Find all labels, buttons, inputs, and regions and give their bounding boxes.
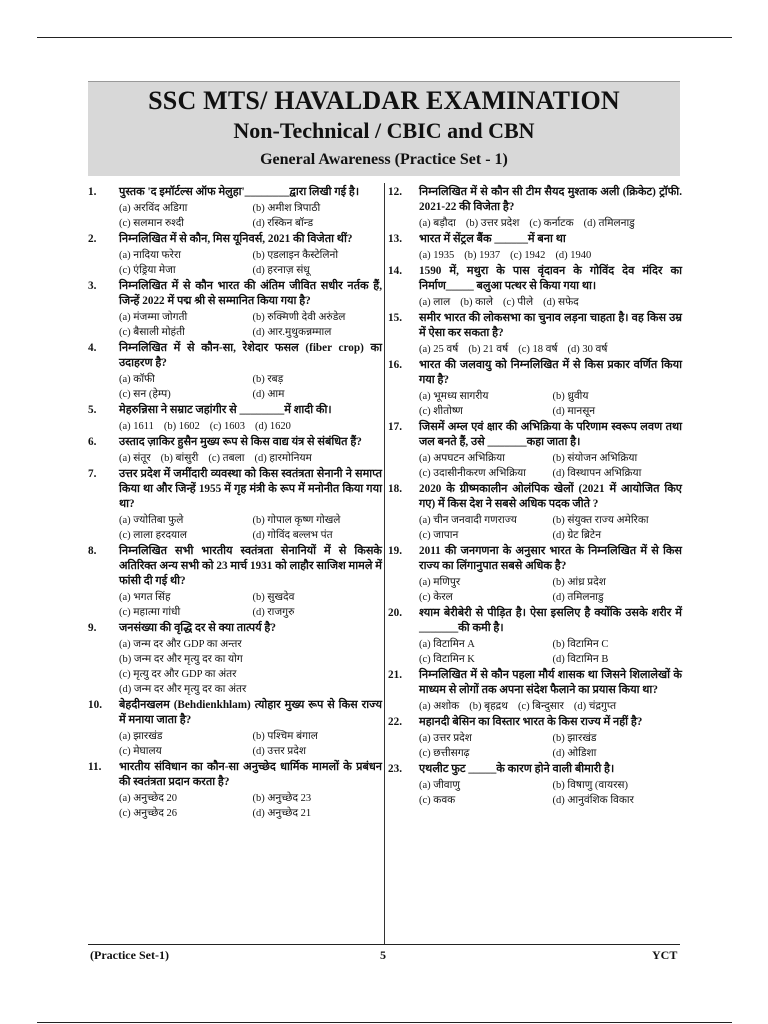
answer-option: (b) ध्रुवीय: [552, 391, 589, 402]
answer-option: (c) 1603: [209, 421, 246, 432]
answer-option: (b) उत्तर प्रदेश: [465, 218, 520, 229]
left-question-column: [88, 185, 382, 822]
question-number: 14.: [388, 265, 402, 277]
answer-option: (d) सफेद: [543, 297, 579, 308]
answer-option: (c) बैसाली मोहंती: [119, 327, 185, 338]
question-item: [388, 420, 682, 481]
answer-option: (c) मेघालय: [119, 746, 162, 757]
question-item: [88, 544, 382, 620]
bottom-rule: [37, 1022, 732, 1023]
answer-option: (a) अनुच्छेद 20: [119, 793, 178, 804]
answer-options: [119, 310, 382, 340]
answer-option: (b) अमीश त्रिपाठी: [252, 203, 321, 214]
question-item: [88, 760, 382, 821]
question-text: जनसंख्या की वृद्धि दर से क्या तात्पर्य है?: [119, 622, 276, 634]
answer-option: (c) बिन्दुसार: [517, 701, 564, 712]
answer-option: (a) 25 वर्ष: [419, 344, 459, 355]
answer-option: (d) आनुवंशिक विकार: [552, 795, 634, 806]
question-text: श्याम बेरीबेरी से पीड़ित है। ऐसा इसलिए है क्योंकि उसके शरीर में _______की कमी है।: [419, 607, 682, 634]
answer-option: (d) गोविंद बल्लभ पंत: [252, 530, 333, 541]
answer-options: [419, 778, 682, 808]
question-number: 19.: [388, 545, 402, 557]
answer-option: (b) संयोजन अभिक्रिया: [552, 453, 638, 464]
answer-option: (a) बड़ौदा: [419, 218, 456, 229]
answer-option: (b) रुक्मिणी देवी अरुंडेल: [252, 312, 346, 323]
question-number: 12.: [388, 186, 402, 198]
answer-option: (a) लाल: [419, 297, 451, 308]
answer-option: (d) 30 वर्ष: [567, 344, 608, 355]
answer-options: [119, 729, 382, 759]
question-number: 18.: [388, 483, 402, 495]
answer-option: (a) अशोक: [419, 701, 460, 712]
answer-option: (d) जन्म दर और मृत्यु दर का अंतर: [119, 684, 247, 695]
question-text: 2020 के ग्रीष्मकालीन ओलंपिक खेलों (2021 में आयोजित किए गए) में किस देश ने सबसे अधिक पदक जीते ?: [419, 483, 682, 510]
question-number: 1.: [88, 186, 97, 198]
answer-option: (a) जन्म दर और GDP का अन्तर: [119, 639, 242, 650]
answer-option: (b) एडलाइन कैस्टेलिनो: [252, 250, 339, 261]
answer-options: [419, 451, 682, 481]
footer-rule: [88, 944, 680, 945]
answer-option: (b) सुखदेव: [252, 592, 295, 603]
answer-option: (a) मणिपुर: [419, 577, 461, 588]
question-number: 16.: [388, 359, 402, 371]
question-number: 4.: [88, 342, 97, 354]
answer-options: [419, 295, 682, 310]
answer-option: (d) ग्रेट ब्रिटेन: [552, 530, 602, 541]
page-number: 5: [380, 948, 386, 962]
answer-option: (d) 1620: [255, 421, 291, 432]
answer-option: (b) आंध्र प्रदेश: [552, 577, 606, 588]
question-number: 20.: [388, 607, 402, 619]
question-item: [388, 264, 682, 310]
question-text: बेहदीनखलम (Behdienkhlam) त्योहार मुख्य रूप से किस राज्य में मनाया जाता है?: [119, 699, 382, 726]
question-text: निम्नलिखित में से कौन पहला मौर्य शासक था जिसने शिलालेखों के माध्यम से लोगों तक अपना संदेश फैलाने का प्रयास किया था?: [419, 669, 682, 696]
answer-option: (b) 1937: [464, 250, 501, 261]
question-text: मेहरुन्निसा ने सम्राट जहांगीर से ________में शादी की।: [119, 404, 332, 416]
answer-option: (d) 1940: [555, 250, 592, 261]
question-text: भारत में सेंट्रल बैंक ______में बना था: [419, 233, 566, 245]
answer-option: (d) रस्किन बॉन्ड: [252, 218, 314, 229]
answer-options: [119, 513, 382, 543]
answer-option: (c) सलमान रुश्दी: [119, 218, 184, 229]
answer-option: (c) जापान: [419, 530, 459, 541]
answer-option: (c) महात्मा गांधी: [119, 607, 181, 618]
answer-options: [119, 419, 382, 434]
answer-option: (b) विषाणु (वायरस): [552, 780, 628, 791]
question-item: [388, 715, 682, 761]
question-text: उस्ताद ज़ाकिर हुसैन मुख्य रूप से किस वाद्य यंत्र से संबंधित हैं?: [119, 436, 362, 448]
answer-option: (d) अनुच्छेद 21: [252, 808, 312, 819]
answer-options: [119, 791, 382, 821]
answer-option: (d) विटामिन B: [552, 654, 609, 665]
answer-options: [119, 590, 382, 620]
answer-option: (a) झारखंड: [119, 731, 163, 742]
question-number: 3.: [88, 280, 97, 292]
answer-option: (d) मानसून: [552, 406, 596, 417]
question-text: भारतीय संविधान का कौन-सा अनुच्छेद धार्मिक मामलों के प्रबंधन की स्वतंत्रता प्रदान करता है?: [119, 761, 382, 788]
answer-option: (d) आम: [252, 389, 285, 400]
answer-option: (b) अनुच्छेद 23: [252, 793, 312, 804]
answer-option: (c) शीतोष्ण: [419, 406, 463, 417]
footer-publisher: YCT: [652, 948, 678, 962]
answer-option: (c) कर्नाटक: [529, 218, 574, 229]
question-item: [88, 232, 382, 278]
answer-option: (a) संतूर: [119, 453, 151, 464]
question-number: 23.: [388, 763, 402, 775]
answer-option: (a) 1935: [419, 250, 455, 261]
question-text: जिसमें अम्ल एवं क्षार की अभिक्रिया के परिणाम स्वरूप लवण तथा जल बनते हैं, उसे _______कहा जाता है।: [419, 421, 682, 448]
question-item: [388, 358, 682, 419]
question-item: [88, 403, 382, 434]
question-number: 22.: [388, 716, 402, 728]
answer-option: (a) कॉफी: [119, 374, 155, 385]
answer-options: [419, 216, 682, 231]
answer-option: (b) झारखंड: [552, 733, 597, 744]
answer-option: (a) चीन जनवादी गणराज्य: [419, 515, 517, 526]
answer-option: (c) तबला: [208, 453, 245, 464]
exam-subtitle: Non-Technical / CBIC and CBN: [233, 118, 535, 143]
header-banner: [88, 81, 680, 176]
answer-options: [119, 248, 382, 278]
answer-option: (a) जीवाणु: [419, 780, 460, 791]
question-text: 1590 में, मथुरा के पास वृंदावन के गोविंद देव मंदिर का निर्माण_____ बलुआ पत्थर से किया गया था।: [419, 265, 682, 292]
answer-option: (b) 21 वर्ष: [468, 344, 509, 355]
question-item: [88, 467, 382, 543]
answer-options: [419, 513, 682, 543]
answer-option: (b) गोपाल कृष्ण गोखले: [252, 515, 341, 526]
question-item: [388, 232, 682, 263]
question-item: [388, 762, 682, 808]
answer-option: (a) नादिया फरेरा: [119, 250, 181, 261]
answer-option: (c) एंड्रिया मेजा: [119, 265, 176, 276]
question-item: [388, 668, 682, 714]
answer-options: [119, 451, 382, 466]
question-item: [88, 621, 382, 697]
answer-options: [419, 575, 682, 605]
question-number: 13.: [388, 233, 402, 245]
answer-options: [419, 248, 682, 263]
answer-option: (a) भगत सिंह: [119, 592, 171, 603]
answer-option: (d) तमिलनाडु: [583, 218, 635, 229]
footer-practice-set: (Practice Set-1): [90, 948, 169, 962]
question-number: 6.: [88, 436, 97, 448]
answer-option: (b) 1602: [163, 421, 200, 432]
question-text: पुस्तक 'द इमॉर्टल्स ऑफ मेलुहा'________द्वारा लिखी गई है।: [119, 186, 360, 198]
answer-option: (d) ओडिशा: [552, 748, 597, 759]
answer-options: [419, 699, 682, 714]
question-item: [388, 544, 682, 605]
question-text: निम्नलिखित में से कौन-सा, रेशेदार फसल (fiber crop) का उदाहरण है?: [119, 342, 382, 369]
question-item: [388, 606, 682, 667]
question-item: [88, 698, 382, 759]
question-number: 5.: [88, 404, 97, 416]
answer-option: (b) बृहद्रथ: [469, 701, 508, 712]
answer-option: (b) बांसुरी: [160, 453, 199, 464]
answer-option: (d) उत्तर प्रदेश: [252, 746, 306, 757]
question-text: 2011 की जनगणना के अनुसार भारत के निम्नलिखित में से किस राज्य का लिंगानुपात सबसे अधिक है?: [419, 545, 682, 572]
answer-options: [419, 731, 682, 761]
answer-option: (b) काले: [460, 297, 494, 308]
answer-option: (c) पीले: [503, 297, 534, 308]
answer-options: [419, 389, 682, 419]
column-divider: [384, 183, 385, 945]
question-number: 10.: [88, 699, 102, 711]
answer-option: (a) अरविंद अडिगा: [119, 203, 188, 214]
question-item: [88, 435, 382, 466]
answer-option: (a) विटामिन A: [419, 639, 475, 650]
answer-option: (a) उत्तर प्रदेश: [419, 733, 472, 744]
answer-option: (b) विटामिन C: [552, 639, 609, 650]
answer-option: (b) जन्म दर और मृत्यु दर का योग: [119, 654, 243, 665]
question-item: [388, 185, 682, 231]
right-question-column: [388, 185, 682, 809]
question-number: 15.: [388, 312, 402, 324]
answer-option: (a) ज्योतिबा फुले: [119, 515, 184, 526]
question-item: [388, 311, 682, 357]
answer-option: (a) 1611: [119, 421, 154, 432]
answer-option: (a) भूमध्य सागरीय: [419, 391, 489, 402]
answer-option: (c) छत्तीसगढ़: [419, 748, 470, 759]
answer-options: [419, 637, 682, 667]
exam-title: SSC MTS/ HAVALDAR EXAMINATION: [148, 86, 620, 115]
question-number: 11.: [88, 761, 102, 773]
answer-option: (d) चंद्रगुप्त: [573, 701, 617, 712]
answer-option: (a) मंजम्मा जोगती: [119, 312, 188, 323]
answer-option: (c) 18 वर्ष: [518, 344, 558, 355]
answer-option: (c) कवक: [419, 795, 456, 806]
question-text: समीर भारत की लोकसभा का चुनाव लड़ना चाहता है। वह किस उम्र में ऐसा कर सकता है?: [419, 312, 682, 339]
question-text: एथलीट फुट _____के कारण होने वाली बीमारी है।: [419, 763, 615, 775]
question-number: 8.: [88, 545, 97, 557]
answer-option: (d) हरनाज़ संधू: [252, 265, 310, 276]
answer-option: (c) मृत्यु दर और GDP का अंतर: [119, 669, 237, 680]
answer-option: (c) विटामिन K: [419, 654, 475, 665]
question-number: 9.: [88, 622, 97, 634]
answer-option: (d) हारमोनियम: [254, 453, 312, 464]
question-number: 17.: [388, 421, 402, 433]
answer-option: (c) केरल: [419, 592, 453, 603]
answer-option: (b) रबड़: [252, 374, 284, 385]
question-number: 7.: [88, 468, 97, 480]
question-text: निम्नलिखित में से कौन, मिस यूनिवर्स, 2021 की विजेता थीं?: [119, 233, 353, 245]
question-number: 2.: [88, 233, 97, 245]
question-text: निम्नलिखित में से कौन भारत की अंतिम जीवित सधीर नर्तक हैं, जिन्हें 2022 में पद्म श्री से सम्मानित किया गया है?: [119, 280, 382, 307]
answer-option: (b) संयुक्त राज्य अमेरिका: [552, 515, 649, 526]
answer-option: (a) अपघटन अभिक्रिया: [419, 453, 505, 464]
answer-option: (c) लाला हरदयाल: [119, 530, 187, 541]
answer-option: (c) उदासीनीकरण अभिक्रिया: [419, 468, 526, 479]
question-item: [88, 341, 382, 402]
question-text: निम्नलिखित में से कौन सी टीम सैयद मुश्ताक अली (क्रिकेट) ट्रॉफी. 2021-22 की विजेता है?: [419, 186, 682, 213]
question-number: 21.: [388, 669, 402, 681]
question-text: महानदी बेसिन का विस्तार भारत के किस राज्य में नहीं है?: [419, 716, 643, 728]
question-item: [88, 279, 382, 340]
answer-options: [119, 201, 382, 231]
answer-option: (c) सन (हेम्प): [119, 389, 171, 400]
question-text: भारत की जलवायु को निम्नलिखित में से किस प्रकार वर्णित किया गया है?: [419, 359, 682, 386]
section-title: General Awareness (Practice Set - 1): [260, 151, 508, 168]
answer-options: [119, 372, 382, 402]
answer-option: (b) पश्चिम बंगाल: [252, 731, 318, 742]
question-item: [88, 185, 382, 231]
answer-option: (d) राजगुरु: [252, 607, 295, 618]
answer-option: (d) विस्थापन अभिक्रिया: [552, 468, 642, 479]
answer-option: (d) आर.मुथुकन्नम्माल: [252, 327, 332, 338]
answer-option: (d) तमिलनाडु: [552, 592, 604, 603]
question-text: उत्तर प्रदेश में जमींदारी व्यवस्था को किस स्वतंत्रता सेनानी ने समाप्त किया था और जिन्हें 1955 में गृह मंत्री के रूप में मनोनीत किया गया था?: [119, 468, 382, 510]
question-text: निम्नलिखित सभी भारतीय स्वतंत्रता सेनानियों में से किसके अतिरिक्त अन्य सभी को 23 मार्च 1931 को लाहौर साजिश मामले में फांसी दी गई थी?: [119, 545, 382, 587]
top-rule: [37, 37, 732, 38]
answer-option: (c) अनुच्छेद 26: [119, 808, 178, 819]
answer-options: [119, 637, 382, 697]
answer-options: [419, 342, 682, 357]
answer-option: (c) 1942: [510, 250, 546, 261]
question-item: [388, 482, 682, 543]
